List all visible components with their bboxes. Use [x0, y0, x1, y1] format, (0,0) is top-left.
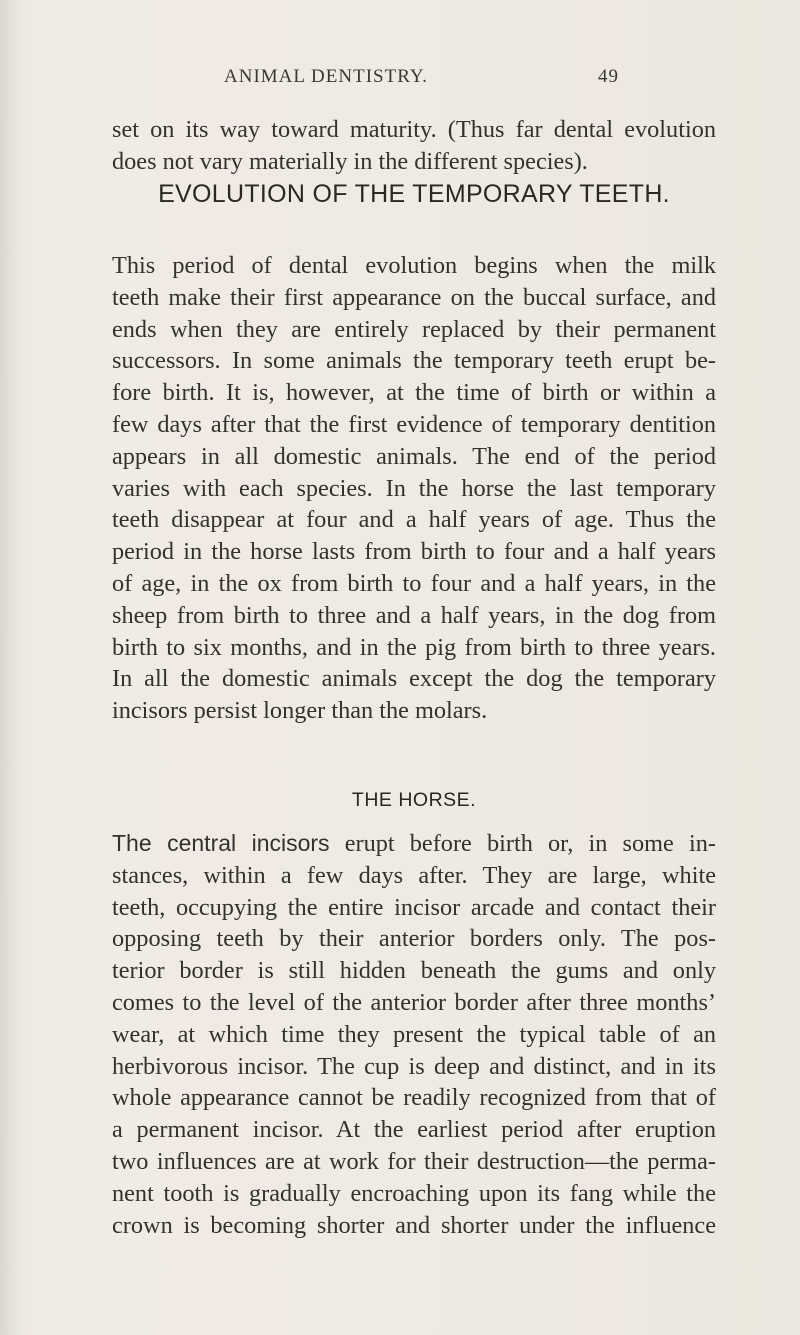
text-line: fore birth. It is, however, at the time of birth or within a	[112, 379, 716, 407]
text-line: does not vary materially in the different species).	[112, 147, 588, 175]
page-gutter-shadow	[0, 0, 18, 1335]
text-line: few days after that the first evidence of temporary dentition	[112, 410, 716, 438]
text-line: ends when they are entirely replaced by their permanent	[112, 315, 716, 343]
text-fragment: erupt before birth or, in some in-	[329, 830, 716, 857]
text-line: opposing teeth by their anterior borders only. The pos-	[112, 925, 716, 953]
text-line: teeth, occupying the entire incisor arcade and contact their	[112, 893, 716, 921]
text-line: appears in all domestic animals. The end of the period	[112, 442, 716, 470]
text-line: a permanent incisor. At the earliest period after eruption	[112, 1116, 716, 1144]
page-header	[224, 66, 624, 88]
text-line: whole appearance cannot be readily recognized from that of	[112, 1084, 716, 1112]
text-line: teeth make their first appearance on the buccal surface, and	[112, 283, 716, 311]
running-head: ANIMAL DENTISTRY.	[224, 66, 428, 87]
text-line: period in the horse lasts from birth to four and a half years	[112, 538, 716, 566]
text-line: birth to six months, and in the pig from birth to three years.	[112, 633, 716, 661]
text-line: set on its way toward maturity. (Thus far dental evolution	[112, 116, 716, 143]
text-line: wear, at which time they present the typical table of an	[112, 1020, 716, 1048]
section-heading: EVOLUTION OF THE TEMPORARY TEETH.	[158, 180, 670, 208]
text-line: successors. In some animals the temporary teeth erupt be-	[112, 347, 716, 375]
text-line: varies with each species. In the horse the last temporary	[112, 474, 716, 502]
text-line: teeth disappear at four and a half years of age. Thus the	[112, 506, 716, 534]
text-line: This period of dental evolution begins when the milk	[112, 252, 716, 279]
text-line: comes to the level of the anterior border after three months’	[112, 988, 716, 1016]
horse-paragraph	[112, 828, 716, 1241]
text-line	[112, 828, 716, 860]
subsection-heading: THE HORSE.	[351, 789, 477, 811]
text-line: herbivorous incisor. The cup is deep and distinct, and in its	[112, 1052, 716, 1080]
text-line: of age, in the ox from birth to four and a half years, in the	[112, 569, 716, 597]
text-line: stances, within a few days after. They are large, white	[112, 861, 716, 889]
text-line: terior border is still hidden beneath the gums and only	[112, 957, 716, 985]
text-line: nent tooth is gradually encroaching upon its fang while the	[112, 1179, 716, 1207]
text-line: incisors persist longer than the molars.	[112, 697, 488, 725]
paragraph-lead: The central incisors	[112, 830, 330, 856]
text-line: sheep from birth to three and a half years, in the dog from	[112, 601, 716, 629]
page-number: 49	[598, 66, 619, 87]
intro-paragraph	[112, 114, 716, 178]
section-paragraph	[112, 250, 716, 727]
text-line: crown is becoming shorter and shorter under the influence	[112, 1211, 716, 1239]
text-line: In all the domestic animals except the dog the temporary	[112, 665, 716, 693]
text-line: two influences are at work for their destruction—the perma-	[112, 1147, 716, 1175]
